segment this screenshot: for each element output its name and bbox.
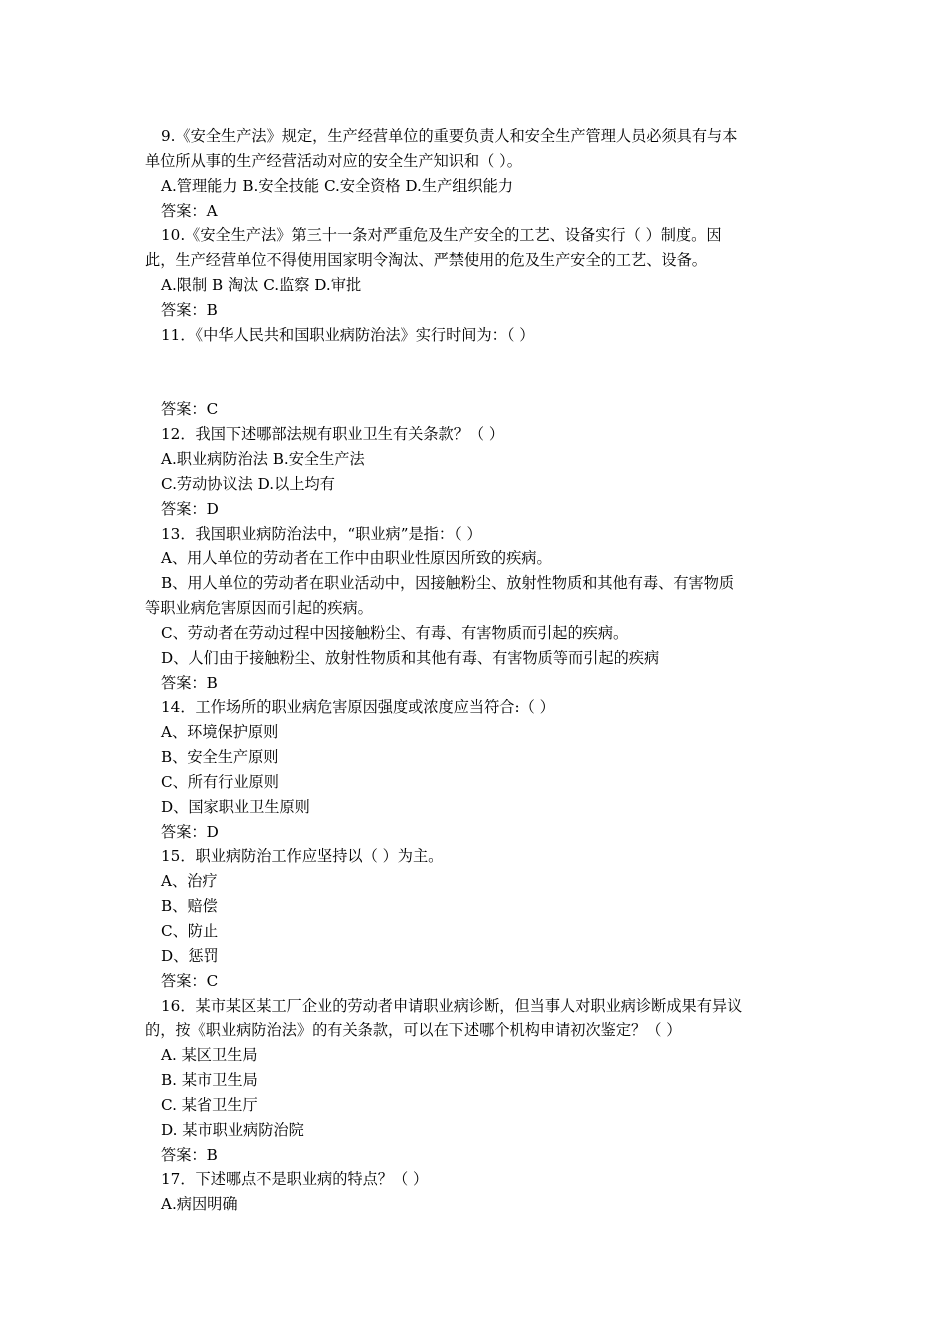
text-line: 答案：B — [161, 673, 218, 692]
text-line: 答案：B — [161, 300, 218, 319]
text-line: A、治疗 — [161, 872, 218, 891]
text-line: 9.《安全生产法》规定，生产经营单位的重要负责人和安全生产管理人员必须具有与本 — [161, 127, 738, 145]
text-line: 13．我国职业病防治法中，“职业病”是指：（ ） — [161, 524, 482, 543]
blank-line — [145, 348, 810, 373]
text-line: D、惩罚 — [161, 946, 219, 965]
text-line: C. 某省卫生厅 — [161, 1095, 258, 1114]
text-line: C、所有行业原则 — [161, 772, 279, 791]
text-line: 答案：A — [161, 201, 218, 220]
text-line: B. 某市卫生局 — [161, 1071, 258, 1090]
text-line: A、环境保护原则 — [161, 723, 279, 742]
text-line: A.病因明确 — [161, 1195, 238, 1214]
text-line: C.劳动协议法 D.以上均有 — [161, 474, 335, 493]
text-line: 答案：D — [161, 499, 219, 518]
text-line: A.管理能力 B.安全技能 C.安全资格 D.生产组织能力 — [161, 176, 514, 195]
text-line: 答案：D — [161, 822, 219, 841]
text-line: A、用人单位的劳动者在工作中由职业性原因所致的疾病。 — [161, 549, 552, 568]
text-line: 的，按《职业病防治法》的有关条款，可以在下述哪个机构申请初次鉴定？（ ） — [145, 1021, 682, 1040]
text-line: B、安全生产原则 — [161, 748, 279, 767]
text-line: B、用人单位的劳动者在职业活动中，因接触粉尘、放射性物质和其他有毒、有害物质 — [161, 574, 735, 593]
text-line: 12．我国下述哪部法规有职业卫生有关条款？（ ） — [161, 425, 505, 444]
text-line: 答案：B — [161, 1145, 218, 1164]
text-line: D. 某市职业病防治院 — [161, 1120, 304, 1139]
text-line: C、防止 — [161, 922, 219, 940]
text-line: 答案：C — [161, 971, 219, 990]
text-line: A. 某区卫生局 — [161, 1046, 258, 1065]
text-line: 答案：C — [161, 400, 219, 419]
text-line: A.职业病防治法 B.安全生产法 — [161, 449, 365, 468]
text-line: D、国家职业卫生原则 — [161, 797, 310, 816]
text-line: A.限制 B 淘汰 C.监察 D.审批 — [161, 276, 362, 295]
text-line: 此，生产经营单位不得使用国家明令淘汰、严禁使用的危及生产安全的工艺、设备。 — [145, 251, 707, 270]
text-line: 14．工作场所的职业病危害原因强度或浓度应当符合:（ ） — [161, 698, 555, 717]
text-line: C、劳动者在劳动过程中因接触粉尘、有毒、有害物质而引起的疾病。 — [161, 623, 629, 642]
text-line: 10.《安全生产法》第三十一条对严重危及生产安全的工艺、设备实行（ ）制度。因 — [161, 226, 722, 245]
blank-line — [145, 372, 810, 397]
text-line: 等职业病危害原因而引起的疾病。 — [145, 599, 373, 618]
text-line: B、赔偿 — [161, 897, 218, 916]
text-line: 15．职业病防治工作应坚持以（ ）为主。 — [161, 847, 444, 866]
text-line: 11．《中华人民共和国职业病防治法》实行时间为：（ ） — [161, 325, 535, 344]
text-line: 单位所从事的生产经营活动对应的安全生产知识和（ ）。 — [145, 151, 522, 170]
text-line: 17．下述哪点不是职业病的特点？（ ） — [161, 1170, 429, 1189]
text-line: D、人们由于接触粉尘、放射性物质和其他有毒、有害物质等而引起的疾病 — [161, 648, 660, 667]
document-body — [145, 124, 810, 1217]
text-line: 16．某市某区某工厂企业的劳动者申请职业病诊断，但当事人对职业病诊断成果有异议 — [161, 996, 743, 1015]
